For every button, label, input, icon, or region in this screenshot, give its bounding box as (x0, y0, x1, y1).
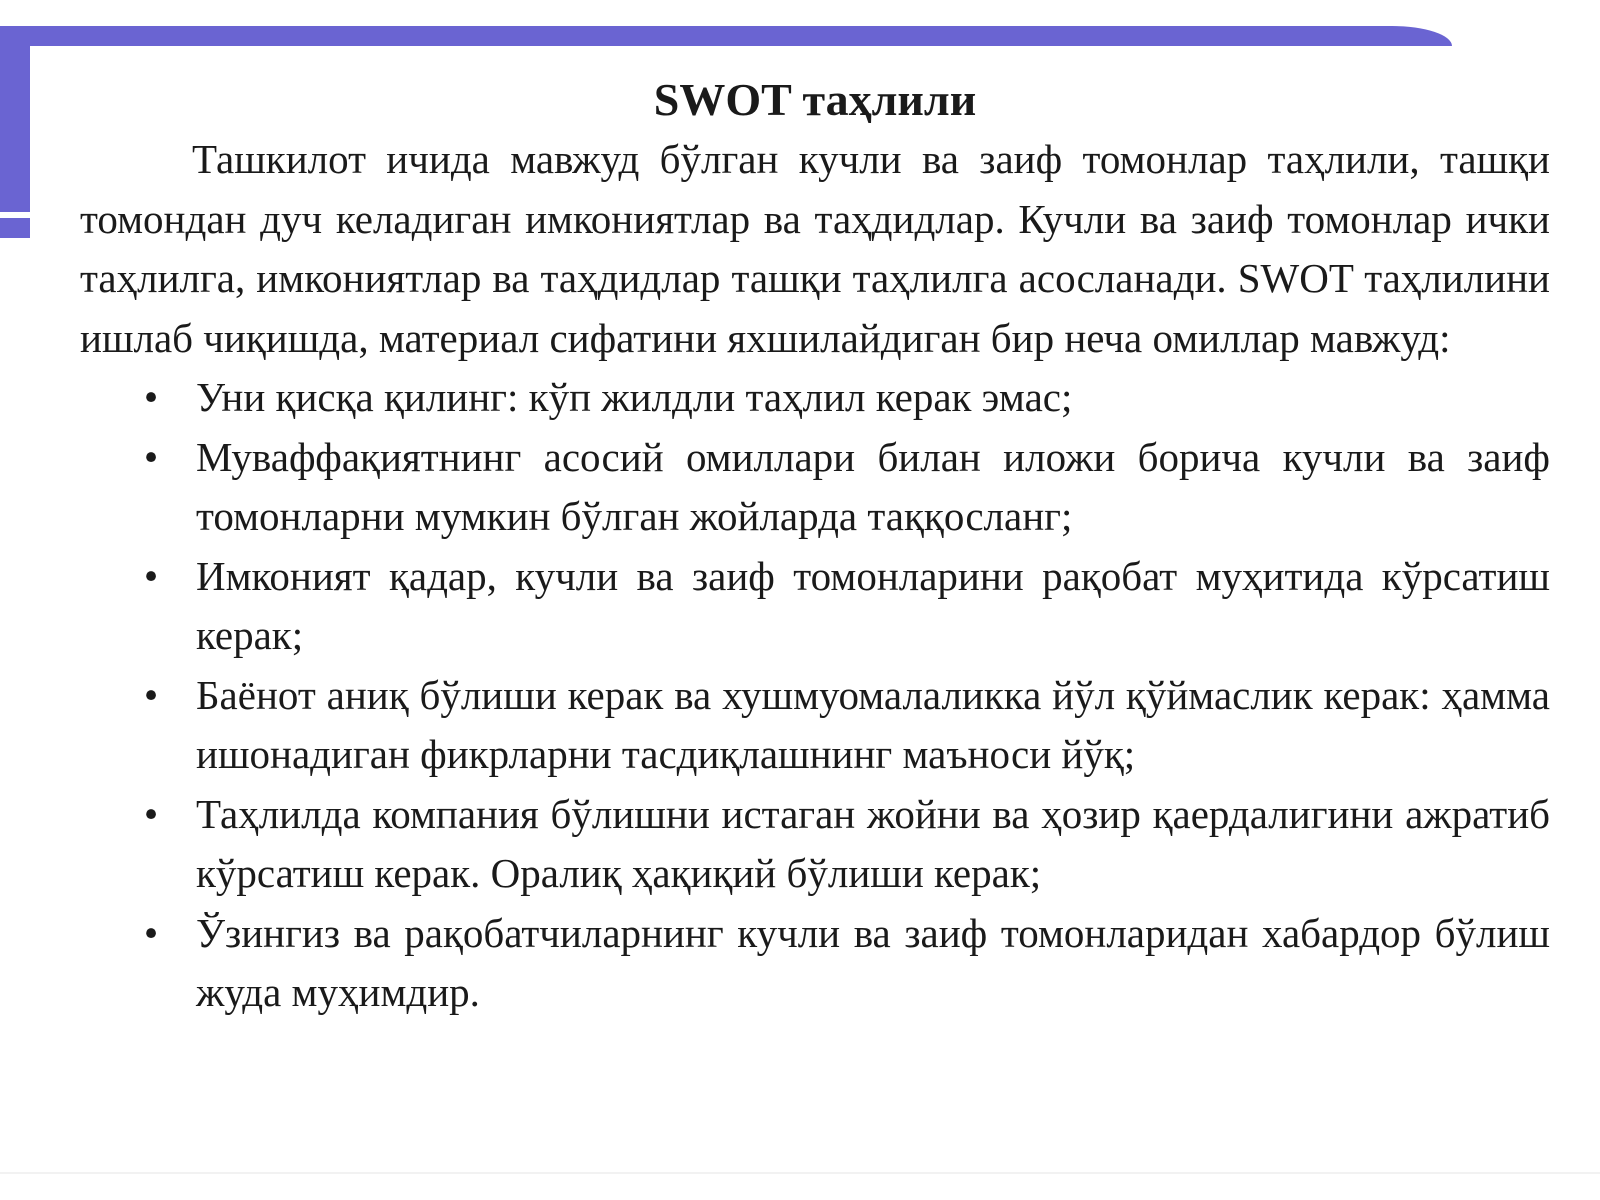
bullet-marker: • (143, 909, 159, 956)
bullet-item (80, 428, 1550, 547)
intro-paragraph: Ташкилот ичида мавжуд бўлган кучли ва заиф томонлар таҳлили, ташқи томондан дуч келадиган имкониятлар ва таҳдидлар. Кучли ва заиф томонлар ички таҳлилга, имкониятлар ва таҳдидлар ташқи таҳлилга асосланади. SWOT таҳлилини ишлаб чиқишда, материал сифатини яхшилайдиган бир неча омиллар мавжуд: (80, 136, 1550, 361)
decorative-left-bar (0, 26, 30, 212)
bullet-text: Имконият қадар, кучли ва заиф томонларини рақобат муҳитида кўрсатиш керак; (196, 552, 1550, 658)
bullet-item (80, 666, 1550, 785)
bullet-item (80, 904, 1550, 1023)
bullet-text: Муваффақиятнинг асосий омиллари билан иложи борича кучли ва заиф томонларни мумкин бўлган жойларда таққосланг; (196, 433, 1550, 539)
bullet-marker: • (143, 790, 159, 837)
bullet-marker: • (143, 433, 159, 480)
decorative-left-accent (0, 218, 30, 238)
bullet-text: Баёнот аниқ бўлиши керак ва хушмуомалаликка йўл қўймаслик керак: ҳамма ишонадиган фикрларни тасдиқлашнинг маъноси йўқ; (196, 671, 1550, 777)
bullet-text: Уни қисқа қилинг: кўп жилдли таҳлил керак эмас; (196, 374, 1073, 420)
bullet-marker: • (143, 671, 159, 718)
bullet-item (80, 547, 1550, 666)
slide-content (80, 70, 1550, 1023)
bullet-list (80, 368, 1550, 1023)
bullet-marker: • (143, 552, 159, 599)
bullet-item (80, 368, 1550, 428)
decorative-top-bar (0, 26, 1452, 46)
bullet-text: Таҳлилда компания бўлишни истаган жойни ва ҳозир қаердалигини ажратиб кўрсатиш керак. Оралиқ ҳақиқий бўлиши керак; (196, 790, 1550, 896)
bullet-marker: • (143, 374, 159, 420)
bullet-item (80, 785, 1550, 904)
slide-title: SWOT таҳлили (653, 74, 977, 125)
bullet-text: Ўзингиз ва рақобатчиларнинг кучли ва заиф томонларидан хабардор бўлиш жуда муҳимдир. (196, 909, 1550, 1015)
slide-bottom-edge (0, 1172, 1600, 1174)
